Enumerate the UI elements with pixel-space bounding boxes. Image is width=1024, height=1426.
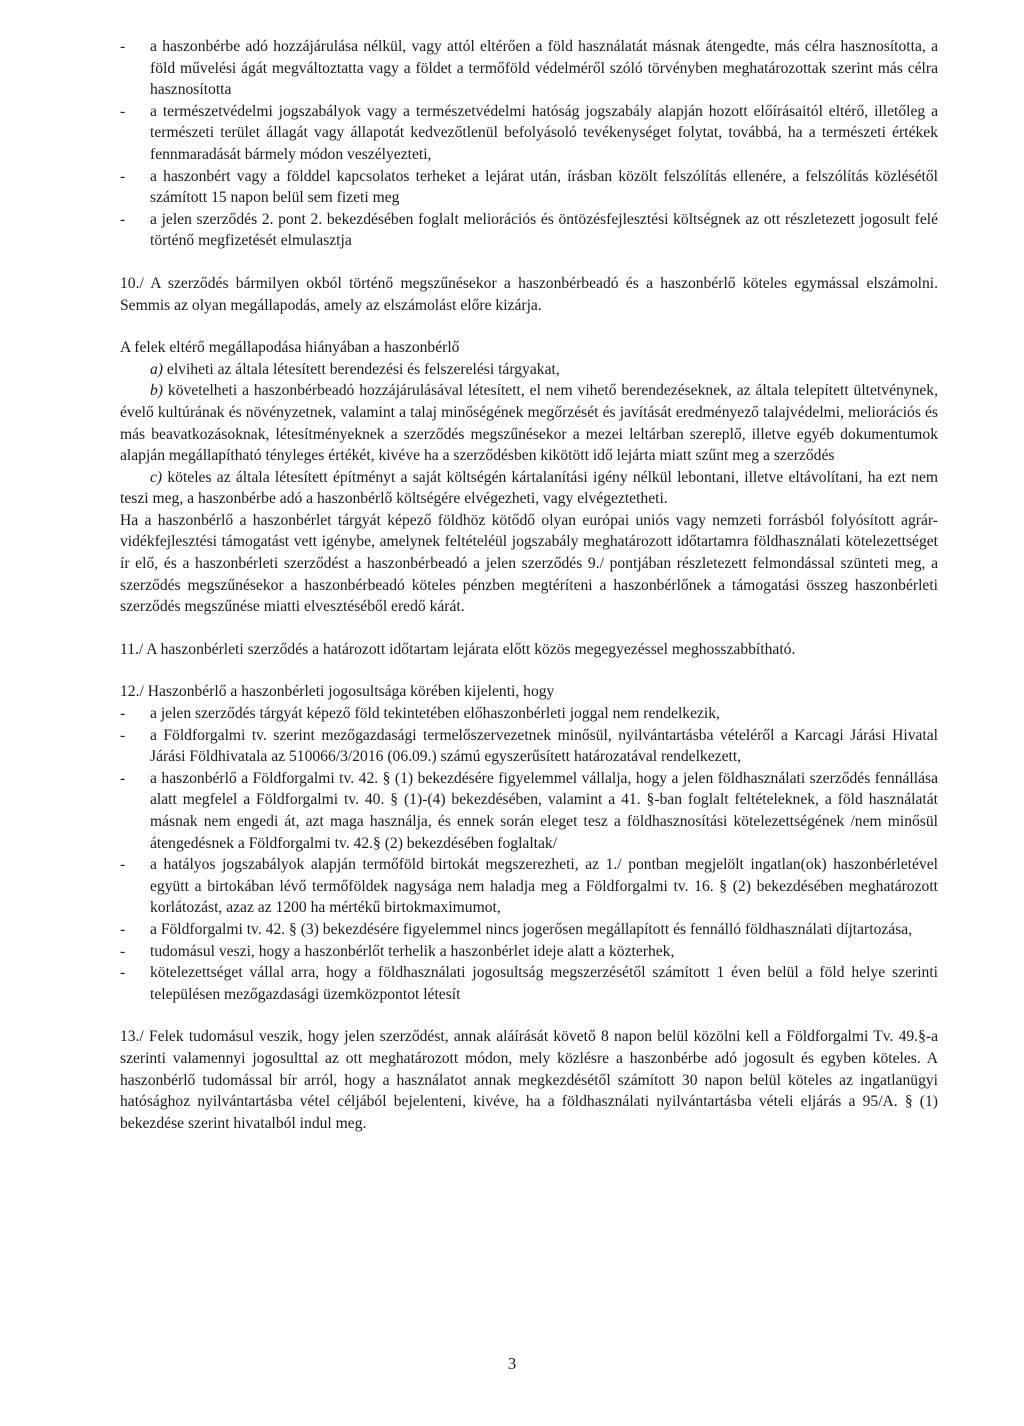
bullet-text: a haszonbérbe adó hozzájárulása nélkül, vagy attól eltérően a föld használatát másnak átengedte, más célra hasznosította, a föld művelési ágát megváltoztatta vagy a földet a termőföld védelméről szóló törvényben meghatározottak szerint más célra hasznosította xyxy=(150,38,938,99)
bullet-item xyxy=(120,919,938,941)
bullet-text: a jelen szerződés 2. pont 2. bekezdésében foglalt meliorációs és öntözésfejlesztési költségnek az ott részletezett jogosult felé történő megfizetését elmulasztja xyxy=(150,210,938,250)
lettered-item xyxy=(120,467,938,510)
bullet-item xyxy=(120,962,938,1005)
bullet-text: a Földforgalmi tv. szerint mezőgazdasági termelőszervezetnek minősül, nyilvántartásba vételéről a Karcagi Járási Hivatal Járási Földhivatala az 510066/3/2016 (06.09.) számú egyszerűsített határozatával rendelkezett, xyxy=(150,726,938,766)
item-text: elviheti az általa létesített berendezési és felszerelési tárgyakat, xyxy=(166,360,560,378)
paragraph: 11./ A haszonbérleti szerződés a határozott időtartam lejárata előtt közös megegyezéssel meghosszabbítható. xyxy=(120,640,796,658)
bullet-item xyxy=(120,725,938,768)
bullet-item xyxy=(120,854,938,919)
item-text: köteles az általa létesített építményt a saját költségén kártalanítási igény nélkül lebontani, illetve eltávolítani, ha ezt nem teszi meg, a haszonbérbe adó a haszonbérlő költségére elvégezheti, vagy elvégeztetheti. xyxy=(120,468,938,508)
lettered-item xyxy=(120,359,938,381)
bullet-item xyxy=(120,101,938,166)
paragraph-gap xyxy=(120,252,938,273)
bullet-item xyxy=(120,209,938,252)
paragraph: Ha a haszonbérlő a haszonbérlet tárgyát képező földhöz kötődő olyan európai uniós vagy nemzeti forrásból folyósított agrár-vidékfejlesztési támogatást vett igénybe, amelynek feltételéül jogszabály meghatározott időtartamra földhasználati kötelezettséget ír elő, és a haszonbérleti szerződést a haszonbérbeadó a jelen szerződés 9./ pontjában részletezett felmondással szünteti meg, a szerződés megszűnésekor a haszonbérbeadó köteles pénzben megtéríteni a haszonbérlőnek a támogatási összeg haszonbérleti szerződés megszűnése miatti elvesztéséből eredő kárát. xyxy=(120,511,938,616)
paragraph-gap xyxy=(120,316,938,337)
bullet-text: a haszonbérlő a Földforgalmi tv. 42. § (1) bekezdésére figyelemmel vállalja, hogy a jelen földhasználati szerződés fennállása alatt megfelel a Földforgalmi tv. 40. § (1)-(4) bekezdésében, valamint a 41. §-ban foglalt feltételeknek, a föld használatát másnak nem engedi át, azt maga használja, és ennek során eleget tesz a földhasznosítási kötelezettségének /nem minősül átengedésnek a Földforgalmi tv. 42.§ (2) bekezdésében foglaltak/ xyxy=(150,769,938,852)
paragraph-gap xyxy=(120,618,938,639)
bullet-item xyxy=(120,768,938,854)
item-label: a) xyxy=(150,360,163,378)
bullet-item xyxy=(120,36,938,101)
bullet-item xyxy=(120,166,938,209)
bullet-text: a hatályos jogszabályok alapján termőföld birtokát megszerezheti, az 1./ pontban megjelölt ingatlan(ok) haszonbérletével együtt a birtokában lévő termőföldek nagysága nem haladja meg a Földforgalmi tv. 16. § (2) bekezdésében meghatározott korlátozást, azaz az 1200 ha mértékű birtokmaximumot, xyxy=(150,856,938,917)
page-number: 3 xyxy=(507,1354,517,1373)
bullet-text: kötelezettséget vállal arra, hogy a földhasználati jogosultság megszerzésétől számított 1 éven belül a föld helye szerinti településen mezőgazdasági üzemközpontot létesít xyxy=(150,964,938,1003)
bullet-item xyxy=(120,941,938,963)
document-body xyxy=(120,36,938,1134)
bullet-text: a jelen szerződés tárgyát képező föld tekintetében előhaszonbérleti joggal nem rendelkezik, xyxy=(150,705,720,723)
paragraph: 12./ Haszonbérlő a haszonbérleti jogosultsága körében kijelenti, hogy xyxy=(120,683,555,701)
paragraph-gap xyxy=(120,1005,938,1026)
bullet-text: a Földforgalmi tv. 42. § (3) bekezdésére figyelemmel nincs jogerősen megállapított és fennálló földhasználati díjtartozása, xyxy=(150,920,913,938)
paragraph: A felek eltérő megállapodása hiányában a haszonbérlő xyxy=(120,339,460,357)
item-text: követelheti a haszonbérbeadó hozzájárulásával létesített, el nem vihető berendezéseknek, az általa telepített ültetvénynek, évelő kultúrának és növényzetnek, valamint a talaj minőségének megőrzését és javítását eredményező talajvédelmi, meliorációs és más beavatkozásoknak, létesítményeknek a szerződés megszűnésekor a mezei leltárban szereplő, illetve egyéb dokumentumok alapján megállapítható tényleges értékét, kivéve ha a szerződésben kikötött idő lejárta miatt szűnt meg a szerződés xyxy=(120,382,938,465)
item-label: b) xyxy=(150,382,163,400)
paragraph: 10./ A szerződés bármilyen okból történő megszűnésekor a haszonbérbeadó és a haszonbérlő köteles egymással elszámolni. Semmis az olyan megállapodás, amely az elszámolást előre kizárja. xyxy=(120,274,938,314)
paragraph: 13./ Felek tudomásul veszik, hogy jelen szerződést, annak aláírását követő 8 napon belül közölni kell a Földforgalmi Tv. 49.§-a szerinti valamennyi jogosulttal az ott meghatározott módon, mely közlésre a haszonbérbe adó jogosult és egyben köteles. A haszonbérlő tudomással bír arról, hogy a használatot annak megkezdésétől számított 30 napon belül köteles az ingatlanügyi hatósághoz nyilvántartásba vétel céljából bejelenteni, kivéve, ha a földhasználati nyilvántartásba vételi eljárás a 95/A. § (1) bekezdése szerint hivatalból indul meg. xyxy=(120,1028,938,1132)
item-label: c) xyxy=(150,468,163,486)
bullet-text: a természetvédelmi jogszabályok vagy a természetvédelmi hatóság jogszabály alapján hozott előírásaitól eltérő, illetőleg a természeti terület állagát vagy állapotát kedvezőtlenül befolyásoló tevékenységet folytat, továbbá, ha a természeti értékek fennmaradását bármely módon veszélyezteti, xyxy=(150,102,938,163)
bullet-text: tudomásul veszi, hogy a haszonbérlőt terhelik a haszonbérlet ideje alatt a közterhek, xyxy=(150,942,675,960)
lettered-item xyxy=(120,380,938,466)
paragraph-gap xyxy=(120,660,938,681)
bullet-item xyxy=(120,703,938,725)
bullet-text: a haszonbért vagy a földdel kapcsolatos terheket a lejárat után, írásban közölt felszólítás ellenére, a felszólítás közlésétől számított 15 napon belül sem fizeti meg xyxy=(150,167,938,207)
